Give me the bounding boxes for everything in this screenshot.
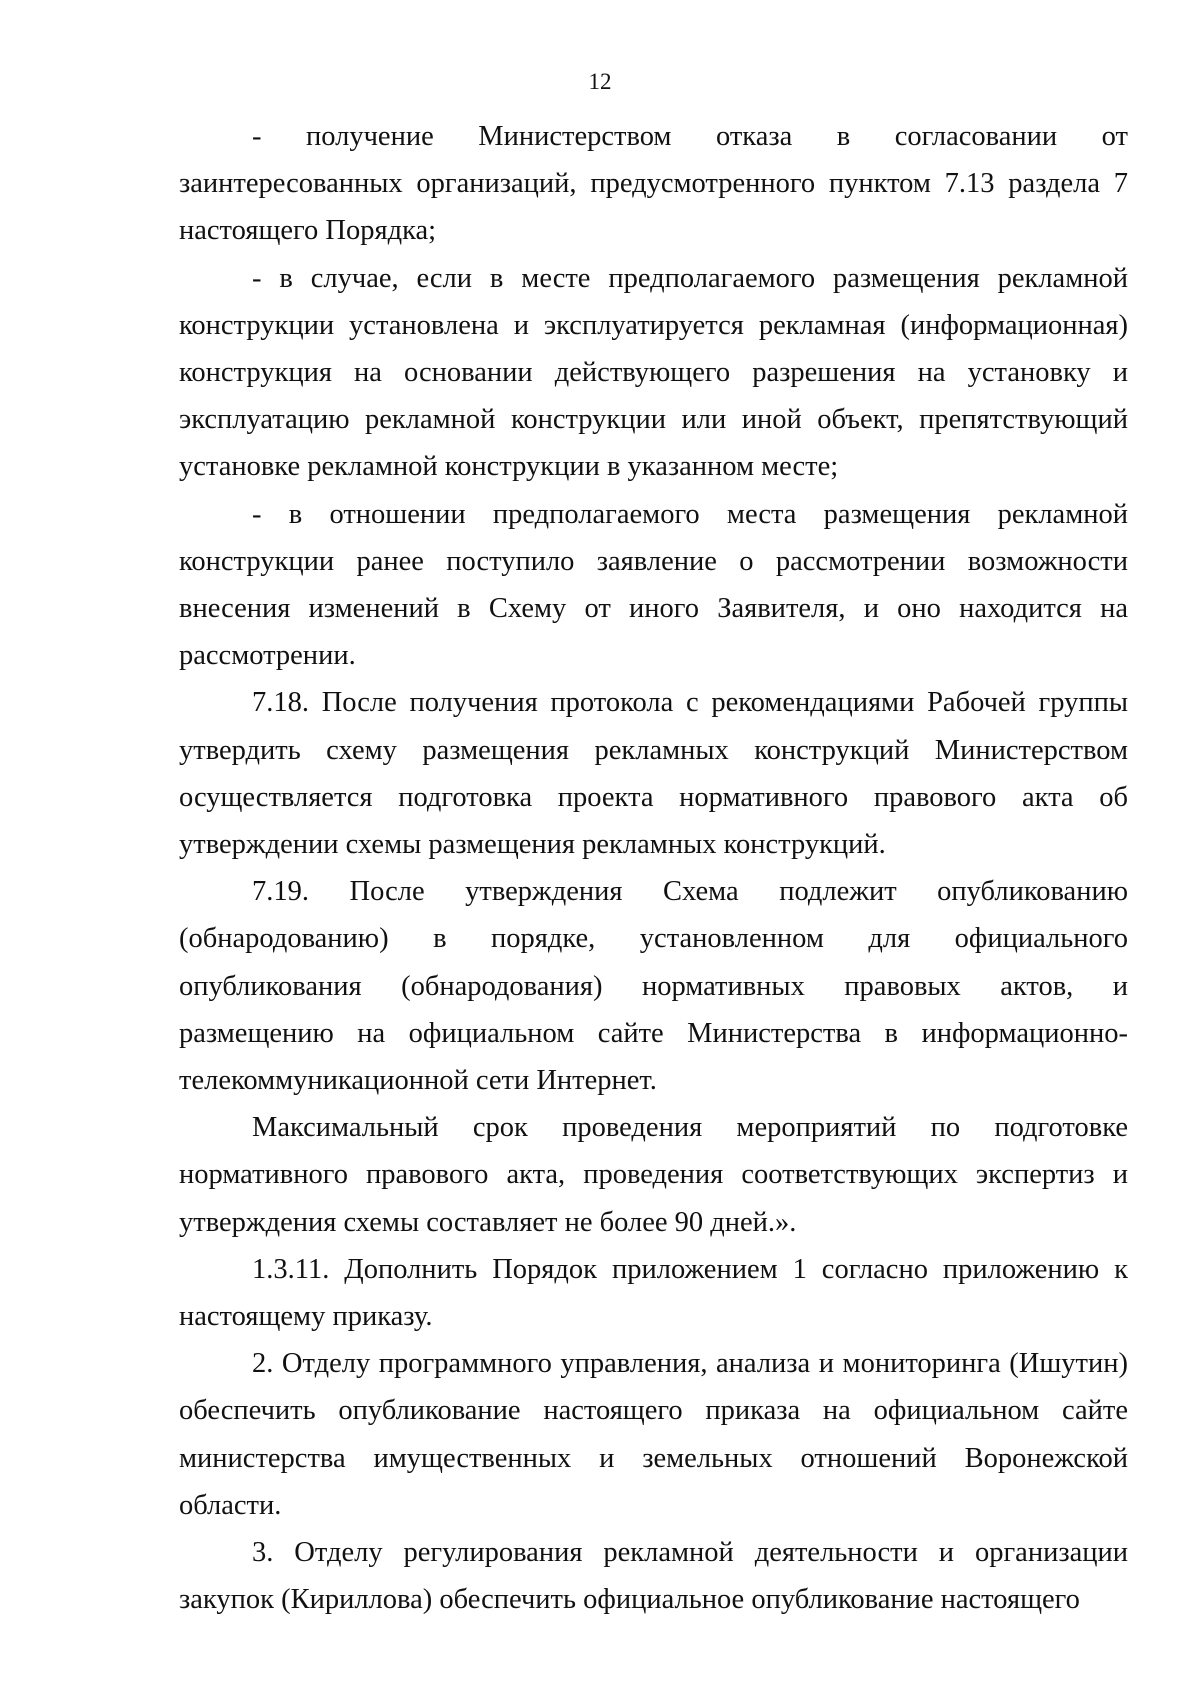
paragraph-maximum-term: Максимальный срок проведения мероприятий по подготовке нормативного правового акта, проведения соответствующих экспертиз и утверждения схемы составляет не более 90 дней.». [179, 1112, 1128, 1238]
paragraph-1-3-11: 1.3.11. Дополнить Порядок приложением 1 согласно приложению к настоящему приказу. [179, 1253, 1128, 1333]
paragraph-7-19: 7.19. После утверждения Схема подлежит опубликованию (обнародованию) в порядке, установленном для официального опубликования (обнародования) нормативных правовых актов, и размещению на официальном сайте Министерства в информационно-телекоммуникационной сети Интернет. [179, 876, 1128, 1097]
paragraph-refusal-by-organizations: - получение Министерством отказа в согласовании от заинтересованных организаций, предусмотренного пунктом 7.13 раздела 7 настоящего Порядка; [179, 121, 1128, 247]
paragraph-7-18: 7.18. После получения протокола с рекомендациями Рабочей группы утвердить схему размещения рекламных конструкций Министерством осуществляется подготовка проекта нормативного правового акта об утверждении схемы размещения рекламных конструкций. [179, 687, 1128, 861]
paragraph-3-official-publication: 3. Отделу регулирования рекламной деятельности и организации закупок (Кириллова) обеспечить официальное опубликование настоящего [179, 1537, 1128, 1616]
paragraph-existing-construction: - в случае, если в месте предполагаемого размещения рекламной конструкции установлена и эксплуатируется рекламная (информационная) конструкция на основании действующего разрешения на установку и эксплуатацию рекламной конструкции или иной объект, препятствующий установке рекламной конструкции в указанном месте; [179, 262, 1128, 483]
document-body [179, 113, 1128, 1624]
paragraph-pending-application: - в отношении предполагаемого места размещения рекламной конструкции ранее поступило заявление о рассмотрении возможности внесения изменений в Схему от иного Заявителя, и оно находится на рассмотрении. [179, 498, 1128, 672]
paragraph-2-publication: 2. Отделу программного управления, анализа и мониторинга (Ишутин) обеспечить опубликование настоящего приказа на официальном сайте министерства имущественных и земельных отношений Воронежской области. [179, 1348, 1128, 1521]
page-number: 12 [588, 69, 612, 94]
